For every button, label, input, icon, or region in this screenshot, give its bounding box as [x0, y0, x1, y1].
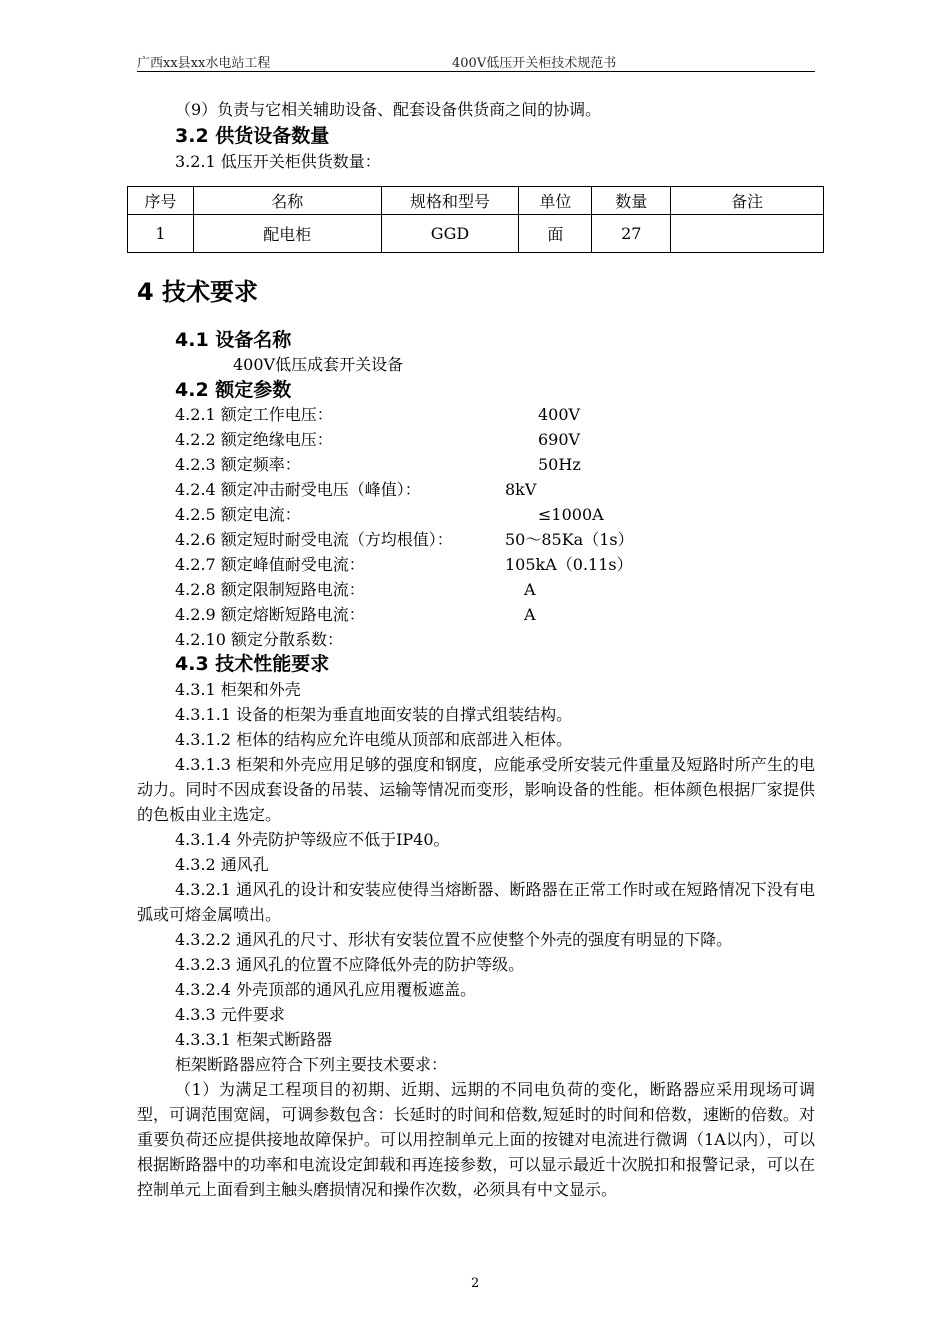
supply-table — [127, 186, 824, 253]
table-cell: GGD — [381, 215, 519, 253]
table-cell: 配电柜 — [193, 215, 381, 253]
page-number: 2 — [471, 1276, 480, 1291]
heading-4-3-3: 4.3.3 元件要求 — [175, 1005, 285, 1024]
param-label: 4.2.7 额定峰值耐受电流： — [175, 555, 365, 574]
table-cell: 面 — [519, 215, 592, 253]
table-header-row — [128, 187, 824, 215]
table-row — [128, 215, 824, 253]
heading-4-3: 4.3 技术性能要求 — [175, 653, 330, 675]
item-9: （9）负责与它相关辅助设备、配套设备供货商之间的协调。 — [175, 100, 602, 119]
param-label: 4.2.2 额定绝缘电压： — [175, 430, 333, 449]
heading-4-3-1: 4.3.1 柜架和外壳 — [175, 680, 301, 699]
column-header: 数量 — [592, 187, 671, 215]
param-label: 4.2.8 额定限制短路电流： — [175, 580, 365, 599]
param-label: 4.2.10 额定分散系数： — [175, 630, 343, 649]
param-label: 4.2.4 额定冲击耐受电压（峰值）： — [175, 480, 421, 499]
param-value: A — [524, 580, 536, 599]
heading-4: 4 技术要求 — [137, 278, 259, 306]
clause-4-3-2-2: 4.3.2.2 通风孔的尺寸、形状有安装位置不应使整个外壳的强度有明显的下降。 — [175, 930, 733, 949]
column-header: 序号 — [128, 187, 194, 215]
heading-4-1: 4.1 设备名称 — [175, 329, 292, 351]
column-header: 规格和型号 — [381, 187, 519, 215]
column-header: 名称 — [193, 187, 381, 215]
equipment-name: 400V低压成套开关设备 — [233, 355, 404, 374]
param-label: 4.2.1 额定工作电压： — [175, 405, 333, 424]
heading-3-2: 3.2 供货设备数量 — [175, 125, 330, 147]
param-value: 50～85Ka（1s） — [505, 530, 634, 549]
requirements-intro: 柜架断路器应符合下列主要技术要求： — [175, 1055, 448, 1074]
heading-3-2-1: 3.2.1 低压开关柜供货数量： — [175, 152, 381, 171]
param-value: 105kA（0.11s） — [505, 555, 633, 574]
table-cell: 27 — [592, 215, 671, 253]
param-value: 8kV — [505, 480, 537, 499]
param-value: ≤1000A — [538, 505, 604, 524]
header-project-title: 广西xx县xx水电站工程 — [137, 56, 271, 71]
header-divider — [137, 71, 815, 72]
clause-4-3-1-1: 4.3.1.1 设备的柜架为垂直地面安装的自撑式组装结构。 — [175, 705, 573, 724]
param-label: 4.2.3 额定频率： — [175, 455, 301, 474]
param-value: 400V — [538, 405, 581, 424]
param-value: 50Hz — [538, 455, 581, 474]
param-value: A — [524, 605, 536, 624]
requirement-1: （1）为满足工程项目的初期、近期、远期的不同电负荷的变化，断路器应采用现场可调型，可调范围宽阔，可调参数包含：长延时的时间和倍数,短延时的时间和倍数，速断的倍数。对重要负荷还应提供接地故障保护。可以用控制单元上面的按键对电流进行微调（1A以内），可以根据断路器中的功率和电流设定卸载和再连接参数，可以显示最近十次脱扣和报警记录，可以在控制单元上面看到主触头磨损情况和操作次数，必须具有中文显示。 — [137, 1080, 815, 1199]
clause-4-3-2-1: 4.3.2.1 通风孔的设计和安装应使得当熔断器、断路器在正常工作时或在短路情况下没有电弧或可熔金属喷出。 — [137, 880, 815, 924]
column-header: 单位 — [519, 187, 592, 215]
clause-4-3-2-3: 4.3.2.3 通风孔的位置不应降低外壳的防护等级。 — [175, 955, 525, 974]
clause-4-3-2-4: 4.3.2.4 外壳顶部的通风孔应用覆板遮盖。 — [175, 980, 477, 999]
table-cell — [671, 215, 824, 253]
header-document-title: 400V低压开关柜技术规范书 — [452, 56, 617, 71]
clause-4-3-1-3: 4.3.1.3 柜架和外壳应用足够的强度和钢度，应能承受所安装元件重量及短路时所产生的电动力。同时不因成套设备的吊装、运输等情况而变形，影响设备的性能。柜体颜色根据厂家提供的色板由业主选定。 — [137, 755, 815, 824]
clause-4-3-1-2: 4.3.1.2 柜体的结构应允许电缆从顶部和底部进入柜体。 — [175, 730, 573, 749]
heading-4-3-2: 4.3.2 通风孔 — [175, 855, 269, 874]
param-value: 690V — [538, 430, 581, 449]
table-cell: 1 — [128, 215, 194, 253]
clause-4-3-1-4: 4.3.1.4 外壳防护等级应不低于IP40。 — [175, 830, 450, 849]
heading-4-3-3-1: 4.3.3.1 柜架式断路器 — [175, 1030, 333, 1049]
param-label: 4.2.9 额定熔断短路电流： — [175, 605, 365, 624]
column-header: 备注 — [671, 187, 824, 215]
param-label: 4.2.5 额定电流： — [175, 505, 301, 524]
heading-4-2: 4.2 额定参数 — [175, 379, 292, 401]
param-label: 4.2.6 额定短时耐受电流（方均根值）： — [175, 530, 453, 549]
